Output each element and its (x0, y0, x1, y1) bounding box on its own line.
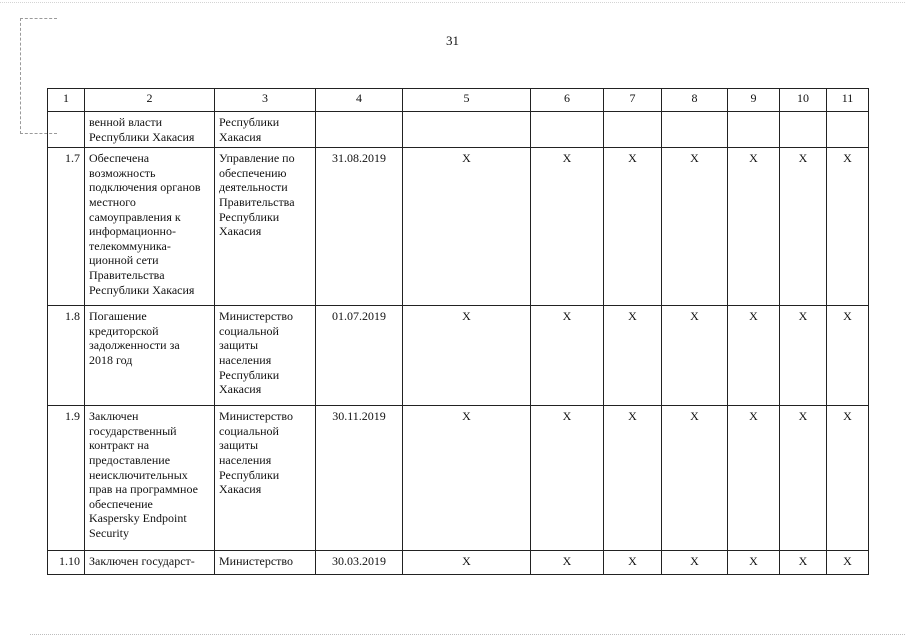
date-cell: 30.11.2019 (316, 406, 403, 551)
header-cell: 1 (48, 89, 85, 112)
cell-line: обеспечению (219, 165, 287, 180)
mark-cell: X (662, 306, 728, 406)
row-number-cell (48, 112, 85, 148)
mark-cell: X (604, 406, 662, 551)
mark-cell (531, 112, 604, 148)
mark-cell: X (531, 551, 604, 575)
date-cell: 31.08.2019 (316, 148, 403, 306)
cell-line: местного (89, 194, 136, 209)
row-number-cell: 1.7 (48, 148, 85, 306)
mark-cell: X (604, 551, 662, 575)
table-row (48, 551, 869, 575)
cell-line: Security (89, 525, 129, 540)
mark-cell: X (403, 148, 531, 306)
event-cell (85, 406, 215, 551)
cell-line: 2018 год (89, 352, 133, 367)
mark-cell (827, 112, 869, 148)
table-row (48, 148, 869, 306)
date-cell: 01.07.2019 (316, 306, 403, 406)
cell-line: государственный (89, 423, 177, 438)
header-cell: 6 (531, 89, 604, 112)
cell-line: Министерство (219, 309, 293, 324)
mark-cell (403, 112, 531, 148)
mark-cell: X (531, 148, 604, 306)
cell-line: Правительства (89, 267, 165, 282)
mark-cell: X (531, 406, 604, 551)
cell-line: предоставление (89, 452, 171, 467)
cell-line: подключения органов (89, 180, 201, 195)
cell-line: самоуправления к (89, 209, 181, 224)
event-cell (85, 551, 215, 575)
cell-line: Погашение (89, 309, 147, 324)
mark-cell: X (827, 551, 869, 575)
scan-artifact-bottom (30, 634, 905, 635)
table-row (48, 306, 869, 406)
mark-cell (604, 112, 662, 148)
executor-cell (215, 112, 316, 148)
header-cell: 5 (403, 89, 531, 112)
cell-line: Хакасия (219, 382, 262, 397)
cell-line: Хакасия (219, 224, 262, 239)
event-cell (85, 148, 215, 306)
table-header-row (48, 89, 869, 112)
plan-table (47, 88, 869, 575)
cell-line: населения (219, 452, 272, 467)
cell-line: Заключен (89, 409, 139, 424)
mark-cell: X (728, 406, 780, 551)
cell-line: неисключительных (89, 467, 188, 482)
mark-cell (662, 112, 728, 148)
event-cell (85, 306, 215, 406)
mark-cell: X (827, 406, 869, 551)
cell-line: Министерство (219, 554, 293, 569)
cell-line: Kaspersky Endpoint (89, 511, 187, 526)
table-row (48, 406, 869, 551)
mark-cell: X (662, 551, 728, 575)
executor-cell (215, 148, 316, 306)
header-cell: 4 (316, 89, 403, 112)
date-cell: 30.03.2019 (316, 551, 403, 575)
header-cell: 11 (827, 89, 869, 112)
mark-cell: X (780, 551, 827, 575)
row-number-cell: 1.10 (48, 551, 85, 575)
mark-cell: X (827, 148, 869, 306)
mark-cell: X (403, 306, 531, 406)
cell-line: Республики (219, 367, 280, 382)
cell-line: Хакасия (219, 129, 262, 144)
cell-line: возможность (89, 165, 156, 180)
cell-line: кредиторской (89, 323, 159, 338)
header-cell: 7 (604, 89, 662, 112)
cell-line: Министерство (219, 409, 293, 424)
mark-cell: X (662, 148, 728, 306)
cell-line: Заключен государст- (89, 554, 195, 569)
mark-cell: X (403, 406, 531, 551)
header-cell: 3 (215, 89, 316, 112)
mark-cell: X (604, 148, 662, 306)
cell-line: прав на программное (89, 482, 198, 497)
mark-cell: X (662, 406, 728, 551)
cell-line: социальной (219, 323, 279, 338)
row-number-cell: 1.8 (48, 306, 85, 406)
page-number: 31 (446, 33, 459, 48)
cell-line: венной власти (89, 115, 163, 129)
mark-cell (780, 112, 827, 148)
cell-line: Республики (219, 209, 280, 224)
cell-line: контракт на (89, 438, 150, 453)
header-cell: 2 (85, 89, 215, 112)
cell-line: ционной сети (89, 253, 159, 268)
cell-line: деятельности (219, 180, 288, 195)
mark-cell: X (728, 148, 780, 306)
cell-line: населения (219, 352, 272, 367)
header-cell: 9 (728, 89, 780, 112)
table-row (48, 112, 869, 148)
cell-line: Хакасия (219, 482, 262, 497)
cell-line: обеспечение (89, 496, 153, 511)
header-cell: 10 (780, 89, 827, 112)
executor-cell (215, 551, 316, 575)
mark-cell: X (780, 406, 827, 551)
mark-cell: X (531, 306, 604, 406)
event-cell (85, 112, 215, 148)
date-cell (316, 112, 403, 148)
cell-line: Республики (219, 115, 280, 129)
cell-line: задолженности за (89, 338, 180, 353)
row-number-cell: 1.9 (48, 406, 85, 551)
cell-line: социальной (219, 423, 279, 438)
mark-cell: X (780, 306, 827, 406)
mark-cell: X (604, 306, 662, 406)
cell-line: Управление по (219, 151, 295, 166)
mark-cell: X (728, 551, 780, 575)
mark-cell: X (780, 148, 827, 306)
mark-cell: X (728, 306, 780, 406)
mark-cell: X (403, 551, 531, 575)
cell-line: защиты (219, 338, 259, 353)
mark-cell: X (827, 306, 869, 406)
executor-cell (215, 406, 316, 551)
cell-line: Обеспечена (89, 151, 150, 166)
cell-line: Республики Хакасия (89, 129, 195, 144)
cell-line: защиты (219, 438, 259, 453)
scan-artifact-top (0, 2, 905, 3)
cell-line: информационно- (89, 224, 176, 239)
cell-line: Республики Хакасия (89, 282, 195, 297)
cell-line: Правительства (219, 194, 295, 209)
cell-line: Республики (219, 467, 280, 482)
mark-cell (728, 112, 780, 148)
cell-line: телекоммуника- (89, 238, 171, 253)
header-cell: 8 (662, 89, 728, 112)
executor-cell (215, 306, 316, 406)
